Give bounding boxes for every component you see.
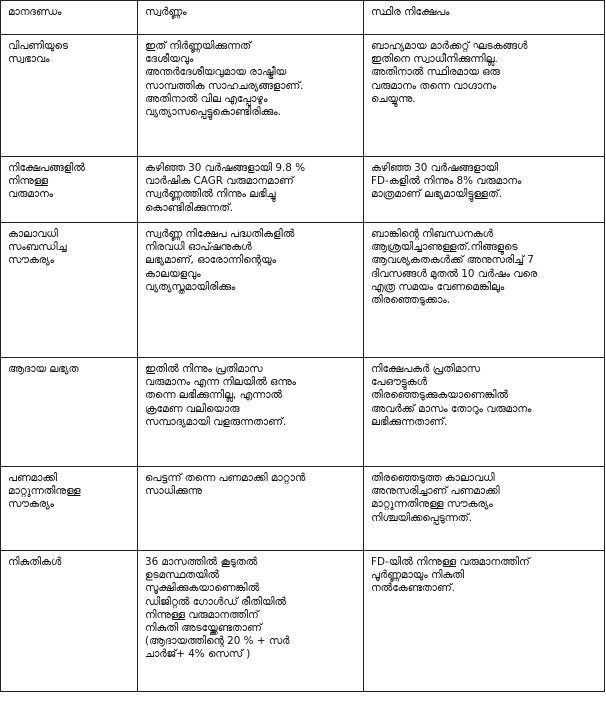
criterion-cell: ആദായ ലഭ്യത bbox=[1, 358, 138, 467]
gold-cell: പെട്ടന്ന് തന്നെ പണമാക്കി മാറ്റാൻ സാധിക്കുന്നു bbox=[138, 467, 364, 551]
header-fd: സ്ഥിര നിക്ഷേപം bbox=[364, 1, 605, 35]
table-row bbox=[1, 35, 605, 157]
fd-cell: ബാങ്കിന്റെ നിബന്ധനകൾ ആശ്രയിച്ചാണുള്ളത്.നിങ്ങളുടെ ആവശ്യകതകൾക്ക് അനുസരിച്ച് 7 ദിവസങ്ങൾ മുതൽ 10 വർഷം വരെ എത്ര സമയം വേണമെങ്കിലും തിരഞ്ഞെടുക്കാം. bbox=[364, 223, 605, 358]
gold-cell: കഴിഞ്ഞ 30 വർഷങ്ങളായി 9.8 % വാർഷിക CAGR വരുമാനമാണ് സ്വർണ്ണത്തിൽ നിന്നും ലഭിച്ചു കൊണ്ടിരിക്കുന്നത്. bbox=[138, 157, 364, 223]
table-row bbox=[1, 223, 605, 358]
table-row bbox=[1, 467, 605, 551]
table-row bbox=[1, 157, 605, 223]
fd-cell: കഴിഞ്ഞ 30 വർഷങ്ങളായി FD-കളിൽ നിന്നും 8% വരുമാനം മാത്രമാണ് ലഭ്യമായിട്ടുള്ളത്. bbox=[364, 157, 605, 223]
criterion-cell: കാലാവധി സംബന്ധിച്ച സൗകര്യം bbox=[1, 223, 138, 358]
gold-cell: 36 മാസത്തിൽ കൂടുതൽ ഉടമസ്ഥതയിൽ സൂക്ഷിക്കുകയാണെങ്കിൽ ഡിജിറ്റൽ ഗോൾഡ് രീതിയിൽ നിന്നുള്ള വരുമാനത്തിന് നികുതി അടയ്ക്കേണ്ടതാണ് (ആദായത്തിന്റെ 20 % + സർ ചാർജ്+ 4% സെസ് ) bbox=[138, 551, 364, 692]
table-row bbox=[1, 358, 605, 467]
gold-cell: ഇത് നിർണ്ണയിക്കുന്നത് ദേശീയവും അന്തർദേശീയവുമായ രാഷ്ട്രീയ സാമ്പത്തിക സാഹചര്യങ്ങളാണ്. അതിനാൽ വില എപ്പോഴും വ്യത്യാസപ്പെട്ടുകൊണ്ടിരിക്കും. bbox=[138, 35, 364, 157]
header-row bbox=[1, 1, 605, 35]
gold-cell: സ്വർണ്ണ നിക്ഷേപ പദ്ധതികളിൽ നിരവധി ഓപ്ഷനുകൾ ലഭ്യമാണ്, ഓരോന്നിന്റെയും കാലയളവും വ്യത്യസ്തമായിരിക്കും bbox=[138, 223, 364, 358]
fd-cell: നിക്ഷേപകർ പ്രതിമാസ പേഔട്ടുകൾ തിരഞ്ഞെടുക്കുകയാണെങ്കിൽ അവർക്ക് മാസം തോറും വരുമാനം ലഭിക്കുന്നതാണ്. bbox=[364, 358, 605, 467]
gold-cell: ഇതിൽ നിന്നും പ്രതിമാസ വരുമാനം എന്ന നിലയിൽ ഒന്നും തന്നെ ലഭിക്കുന്നില്ല, എന്നാൽ ക്രമേണ വലിയൊരു സമ്പാദ്യമായി വളരുന്നതാണ്. bbox=[138, 358, 364, 467]
table-row bbox=[1, 551, 605, 692]
criterion-cell: പണമാക്കി മാറ്റുന്നതിനുള്ള സൗകര്യം bbox=[1, 467, 138, 551]
criterion-cell: നികുതികൾ bbox=[1, 551, 138, 692]
header-criterion: മാനദണ്ഡം bbox=[1, 1, 138, 35]
criterion-cell: വിപണിയുടെ സ്വഭാവം bbox=[1, 35, 138, 157]
header-gold: സ്വർണ്ണം bbox=[138, 1, 364, 35]
fd-cell: FD-യിൽ നിന്നുള്ള വരുമാനത്തിന് പൂർണ്ണമായും നികുതി നൽകേണ്ടതാണ്. bbox=[364, 551, 605, 692]
criterion-cell: നിക്ഷേപങ്ങളിൽ നിന്നുള്ള വരുമാനം bbox=[1, 157, 138, 223]
fd-cell: ബാഹ്യമായ മാർക്കറ്റ് ഘടകങ്ങൾ ഇതിനെ സ്വാധീനിക്കുന്നില്ല. അതിനാൽ സ്ഥിരമായ ഒരു വരുമാനം തന്നെ വാഗ്ദാനം ചെയ്യുന്നു. bbox=[364, 35, 605, 157]
fd-cell: തിരഞ്ഞെടുത്ത കാലാവധി അനുസരിച്ചാണ് പണമാക്കി മാറ്റുന്നതിനുള്ള സൗകര്യം നിശ്ചയിക്കപ്പെടുന്നത്. bbox=[364, 467, 605, 551]
